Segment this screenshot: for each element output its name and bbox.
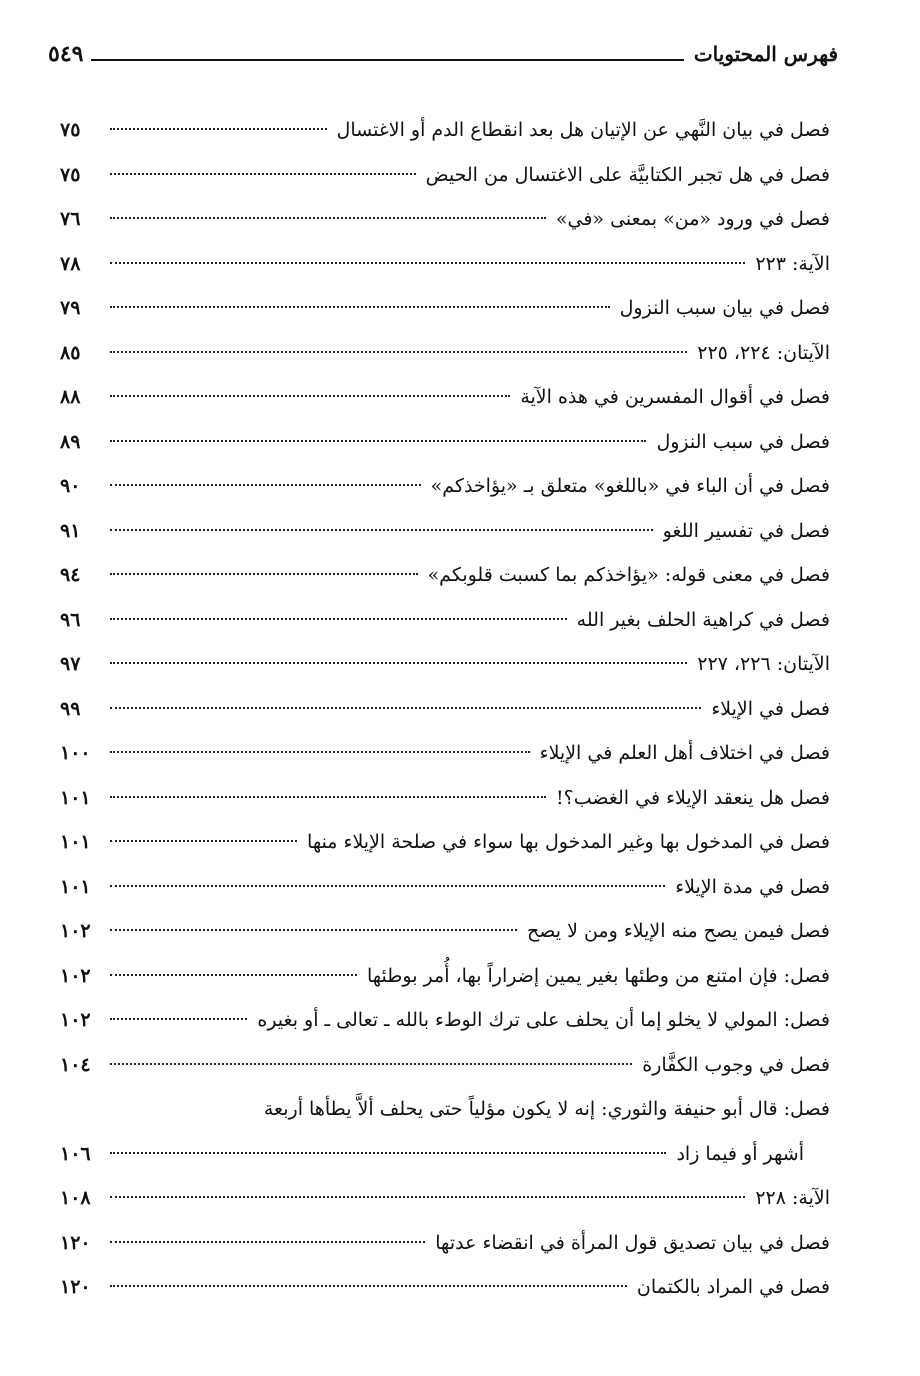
running-title: فهرس المحتويات: [693, 42, 838, 66]
dot-leader: [110, 885, 665, 887]
dot-leader: [110, 262, 745, 264]
dot-leader: [110, 1196, 745, 1198]
toc-entry-title: فصل في بيان سبب النزول: [619, 297, 830, 319]
toc-entry-title: فصل في المدخول بها وغير المدخول بها سواء في صلحة الإيلاء منها: [307, 831, 830, 853]
toc-entry-page: ٩١: [60, 519, 81, 542]
toc-entry-title: فصل: المولي لا يخلو إما أن يحلف على ترك الوطء بالله ـ تعالى ـ أو بغيره: [257, 1009, 830, 1031]
toc-entry: [60, 1132, 830, 1177]
toc-entry-page: ٨٩: [60, 430, 81, 453]
toc-entry-page: ٩٧: [60, 653, 81, 675]
toc-entry: [60, 286, 830, 331]
toc-entry-title: الآية: ٢٢٨: [755, 1187, 830, 1209]
toc-entry: [60, 909, 830, 954]
dot-leader: [110, 440, 646, 442]
toc-entry-title: أشهر أو فيما زاد: [676, 1142, 804, 1165]
toc-entry-page: ٨٥: [60, 341, 81, 364]
dot-leader: [110, 395, 510, 397]
toc-entry-page: ١٠١: [60, 831, 91, 853]
toc-entry-title: فصل هل ينعقد الإيلاء في الغضب؟!: [555, 786, 830, 809]
toc-entry-title: فصل في هل تجبر الكتابيَّة على الاغتسال من الحيض: [425, 163, 830, 186]
toc-entry-title: فصل: فإن امتنع من وطئها بغير يمين إضراراً بها، أُمر بوطئها: [366, 964, 830, 987]
dot-leader: [110, 1285, 627, 1287]
toc-entry-title: فصل في أقوال المفسرين في هذه الآية: [520, 386, 830, 408]
toc-entry-title: فصل: قال أبو حنيفة والثوري: إنه لا يكون مؤلياً حتى يحلف ألاَّ يطأها أربعة: [263, 1098, 830, 1120]
toc-entry-title: فصل في أن الباء في «باللغو» متعلق بـ «يؤاخذكم»: [430, 475, 830, 497]
toc-entry: [60, 553, 830, 598]
toc-entry: [60, 1176, 830, 1221]
toc-entry-title: فصل في الإيلاء: [711, 697, 830, 720]
toc-entry-page: ٧٦: [60, 208, 81, 230]
toc-entry: [60, 1087, 830, 1132]
toc-entry-title: فصل في بيان النَّهي عن الإتيان هل بعد انقطاع الدم أو الاغتسال: [336, 119, 830, 141]
toc-entry-page: ٧٩: [60, 297, 81, 319]
toc-entry-title: فصل في ورود «من» بمعنى «في»: [555, 208, 830, 230]
dot-leader: [110, 217, 546, 219]
toc-entry-title: فصل في المراد بالكتمان: [636, 1276, 830, 1298]
toc-entry: [60, 197, 830, 242]
toc-entry-title: فصل في معنى قوله: «يؤاخذكم بما كسبت قلوبكم»: [427, 564, 830, 586]
toc-entry: [60, 375, 830, 420]
dot-leader: [110, 707, 701, 709]
toc-entry-page: ١٢٠: [60, 1231, 91, 1254]
toc-entry-page: ١٠١: [60, 786, 91, 809]
table-of-contents: [60, 108, 830, 1310]
toc-entry-title: فصل في تفسير اللغو: [662, 519, 830, 542]
toc-entry-title: فصل في وجوب الكفَّارة: [642, 1053, 830, 1076]
toc-entry: [60, 464, 830, 509]
page-number: ٥٤٩: [48, 41, 84, 67]
toc-entry: [60, 242, 830, 287]
toc-entry: [60, 820, 830, 865]
toc-entry-title: فصل في كراهية الحلف بغير الله: [576, 608, 830, 631]
toc-entry: [60, 642, 830, 687]
dot-leader: [110, 351, 687, 353]
toc-entry-page: ٧٨: [60, 252, 81, 275]
toc-entry-page: ١٠٨: [60, 1187, 91, 1209]
dot-leader: [110, 840, 297, 842]
toc-entry-page: ١٠٢: [60, 964, 91, 987]
dot-leader: [110, 974, 357, 976]
dot-leader: [110, 796, 546, 798]
toc-entry-page: ١٢٠: [60, 1276, 91, 1298]
toc-entry-page: ٩٠: [60, 475, 81, 497]
toc-entry-page: ١٠٤: [60, 1053, 91, 1076]
toc-entry-title: فصل فيمن يصح منه الإيلاء ومن لا يصح: [527, 920, 830, 942]
dot-leader: [110, 128, 327, 130]
dot-leader: [110, 306, 610, 308]
toc-entry: [60, 687, 830, 732]
dot-leader: [110, 1063, 632, 1065]
toc-entry-title: الآيتان: ٢٢٤، ٢٢٥: [697, 341, 830, 364]
toc-entry: [60, 776, 830, 821]
toc-entry-page: ١٠٢: [60, 1009, 91, 1031]
toc-entry-page: ٧٥: [60, 163, 81, 186]
toc-entry: [60, 731, 830, 776]
running-header: [48, 34, 838, 74]
toc-entry: [60, 420, 830, 465]
toc-entry-page: ١٠١: [60, 875, 91, 898]
toc-entry-title: فصل في اختلاف أهل العلم في الإيلاء: [539, 742, 830, 764]
toc-entry: [60, 998, 830, 1043]
toc-entry-page: ٧٥: [60, 119, 81, 141]
toc-entry-page: ١٠٢: [60, 920, 91, 942]
toc-entry: [60, 331, 830, 376]
toc-entry: [60, 1043, 830, 1088]
toc-entry-page: ١٠٦: [60, 1142, 91, 1165]
dot-leader: [110, 573, 418, 575]
dot-leader: [110, 484, 421, 486]
toc-entry: [60, 598, 830, 643]
dot-leader: [110, 929, 517, 931]
toc-entry: [60, 153, 830, 198]
toc-entry-title: الآيتان: ٢٢٦، ٢٢٧: [697, 653, 830, 675]
dot-leader: [110, 173, 416, 175]
header-rule: [91, 59, 683, 61]
dot-leader: [110, 751, 530, 753]
toc-entry: [60, 1221, 830, 1266]
toc-entry-page: ١٠٠: [60, 742, 91, 764]
dot-leader: [110, 1152, 666, 1154]
toc-entry-page: ٩٤: [60, 564, 81, 586]
dot-leader: [110, 1018, 247, 1020]
toc-entry-page: ٨٨: [60, 386, 81, 408]
dot-leader: [110, 662, 687, 664]
toc-entry-page: ٩٦: [60, 608, 81, 631]
toc-entry-title: الآية: ٢٢٣: [755, 252, 830, 275]
toc-entry: [60, 509, 830, 554]
toc-entry: [60, 954, 830, 999]
toc-entry-page: ٩٩: [60, 697, 81, 720]
toc-entry-title: فصل في سبب النزول: [656, 430, 830, 453]
toc-entry: [60, 1265, 830, 1310]
dot-leader: [110, 529, 653, 531]
dot-leader: [110, 1241, 425, 1243]
toc-entry: [60, 108, 830, 153]
dot-leader: [110, 618, 567, 620]
toc-entry-title: فصل في بيان تصديق قول المرأة في انقضاء عدتها: [435, 1231, 830, 1254]
toc-entry-title: فصل في مدة الإيلاء: [675, 875, 830, 898]
toc-entry: [60, 865, 830, 910]
